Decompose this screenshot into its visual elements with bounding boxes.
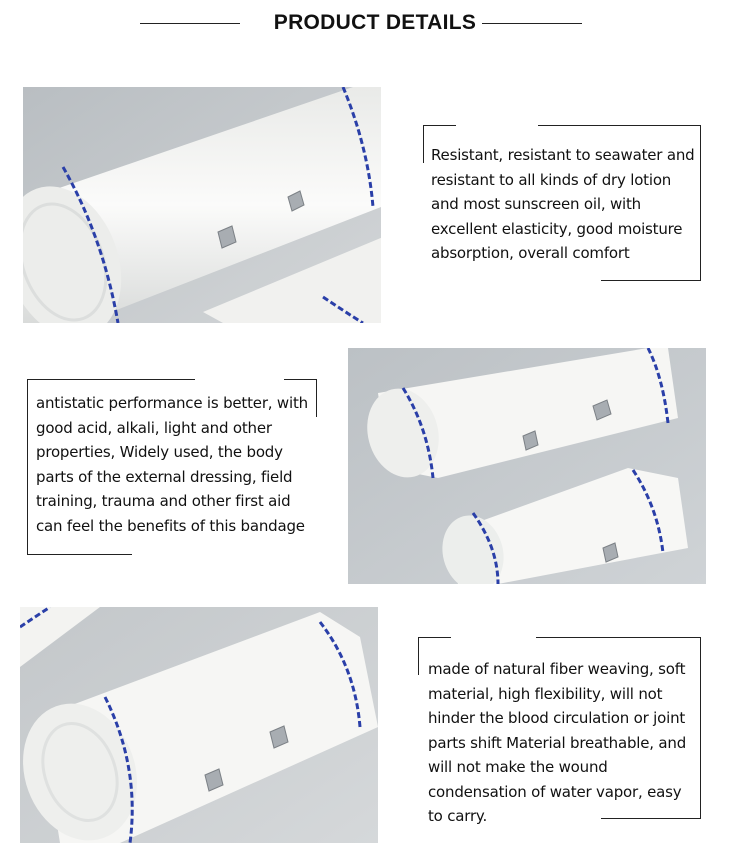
text-box-2 — [27, 379, 317, 555]
header — [0, 0, 750, 50]
box-rule — [538, 125, 701, 126]
box-rule — [418, 637, 419, 675]
box-rule — [316, 379, 317, 417]
bandage-photo-1 — [23, 87, 381, 323]
bandage-photo-3 — [20, 607, 378, 843]
box-rule — [418, 637, 451, 638]
title-right-rule — [482, 23, 582, 24]
box-rule — [423, 125, 456, 126]
text-box-3 — [418, 637, 701, 825]
page-title: PRODUCT DETAILS — [273, 11, 477, 34]
section-3-text: made of natural fiber weaving, soft material, high flexibility, will not hinder the blood circulation or joint parts shift Material breathable, and will not make the wound condensation of water vapor, easy to carry. — [428, 660, 687, 825]
box-rule — [536, 637, 701, 638]
section-1-text: Resistant, resistant to seawater and resistant to all kinds of dry lotion and most sunscreen oil, with excellent elasticity, good moisture absorption, overall comfort — [431, 146, 695, 262]
box-rule — [700, 637, 701, 819]
box-rule — [27, 554, 132, 555]
text-box-1 — [423, 125, 701, 281]
box-rule — [423, 125, 424, 163]
box-rule — [27, 379, 195, 380]
bandage-photo-2 — [348, 348, 706, 584]
box-rule — [27, 379, 28, 555]
section-2-text: antistatic performance is better, with good acid, alkali, light and other properties, Widely used, the body parts of the external dressing, field training, trauma and other first aid can feel the benefits of this bandage — [36, 394, 308, 535]
box-rule — [284, 379, 317, 380]
box-rule — [601, 280, 701, 281]
